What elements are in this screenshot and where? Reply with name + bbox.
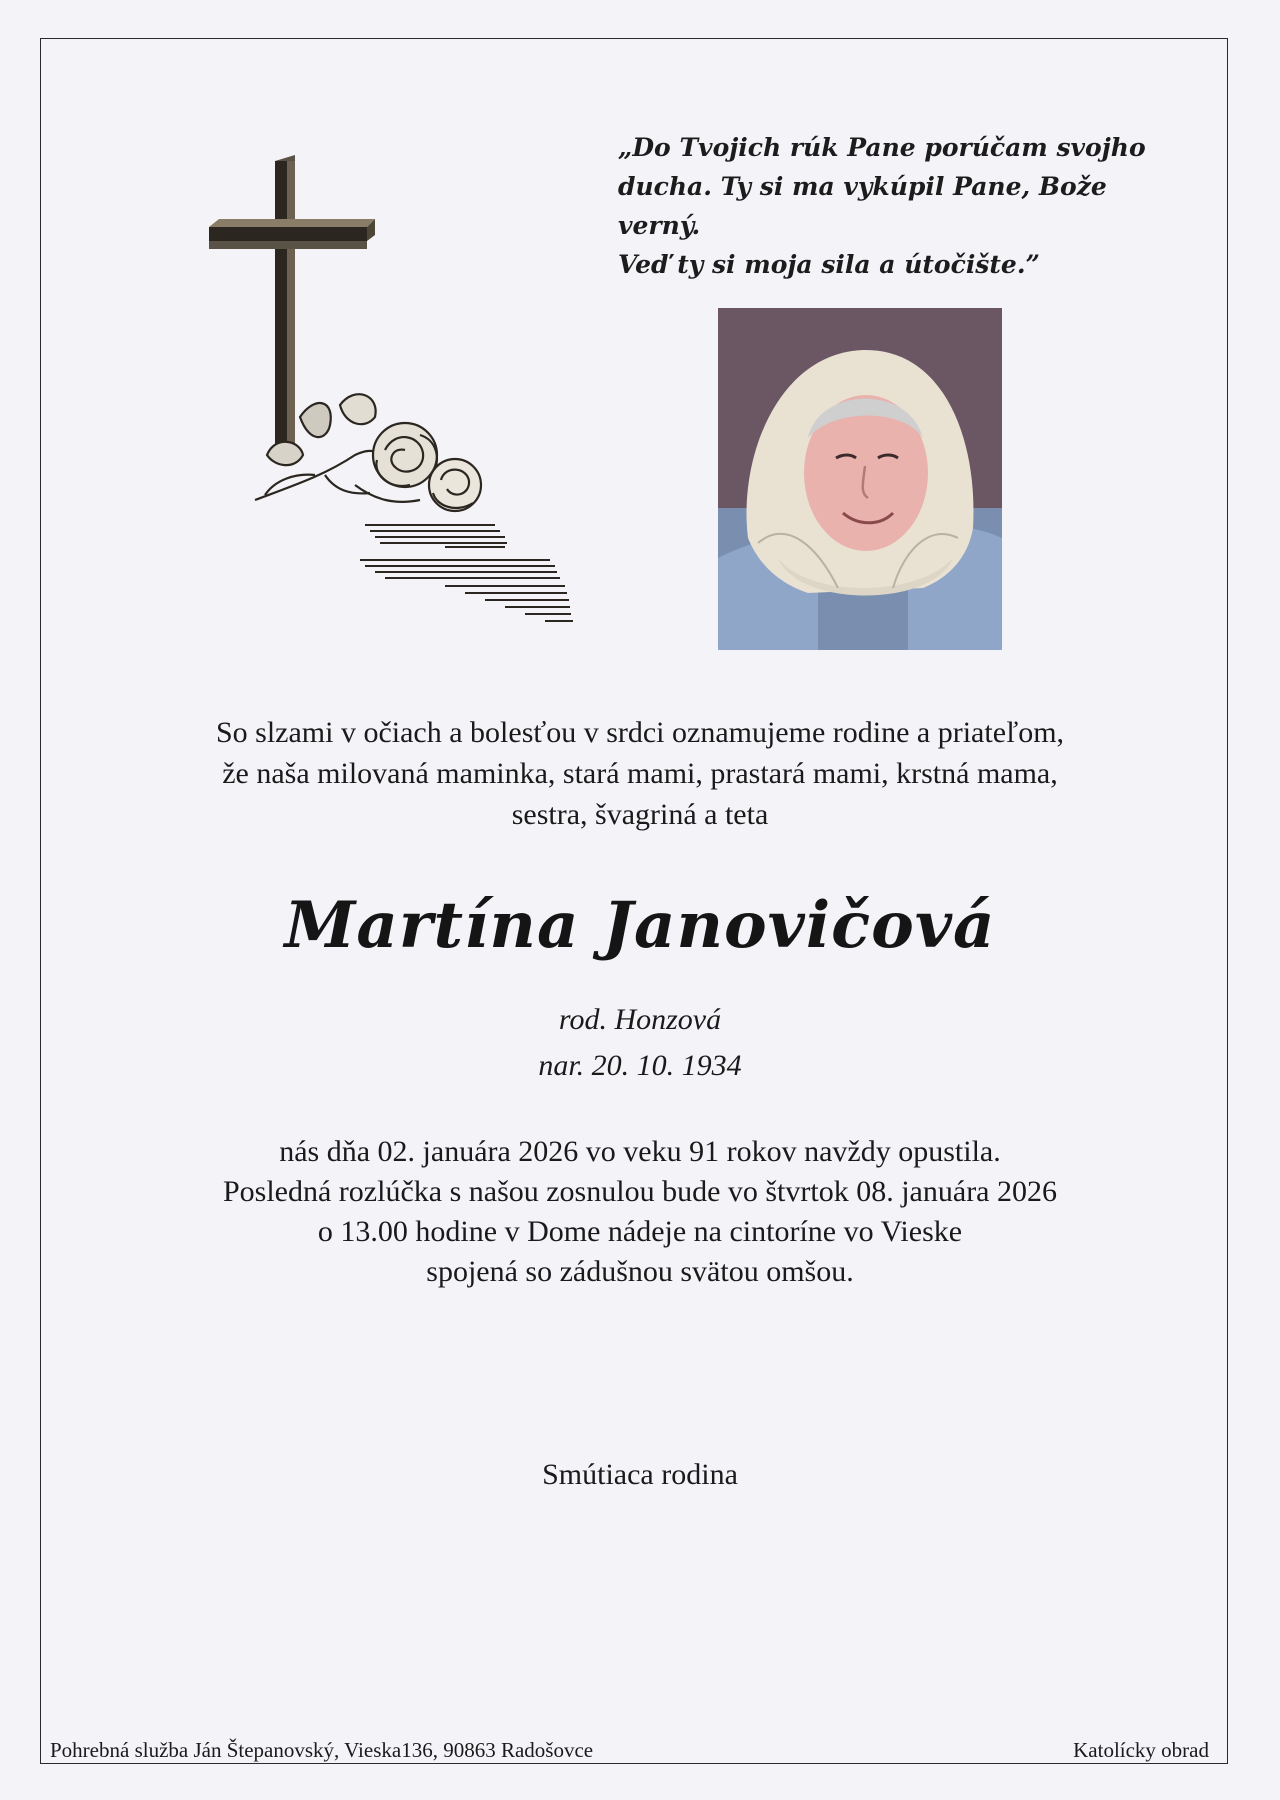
- rite-label: Katolícky obrad: [1073, 1738, 1209, 1762]
- portrait-photo: [718, 308, 1002, 650]
- maiden-name: rod. Honzová: [558, 1003, 722, 1036]
- scripture-quote: [618, 128, 1178, 284]
- announcement-line: sestra, švagriná a teta: [511, 798, 769, 831]
- funeral-details: [60, 1132, 1220, 1292]
- announcement-line: So slzami v očiach a bolesťou v srdci oznamujeme rodine a priateľom,: [215, 716, 1065, 749]
- quote-line: Veď ty si moja sila a útočište.”: [618, 250, 1040, 279]
- quote-line: ducha. Ty si ma vykúpil Pane, Bože verný.: [618, 172, 1107, 240]
- family-signature: Smútiaca rodina: [542, 1458, 738, 1491]
- birth-date: nar. 20. 10. 1934: [538, 1049, 742, 1082]
- cross-with-rose-icon: [205, 155, 575, 630]
- funeral-service-info: Pohrebná služba Ján Štepanovský, Vieska136, 90863 Radošovce: [50, 1738, 594, 1762]
- details-line: spojená so zádušnou svätou omšou.: [426, 1255, 854, 1288]
- portrait-image: [718, 308, 1002, 650]
- announcement-line: že naša milovaná maminka, stará mami, prastará mami, krstná mama,: [222, 757, 1058, 790]
- quote-line: „Do Tvojich rúk Pane porúčam svojho: [618, 133, 1146, 162]
- deceased-name: Martína Janovičová: [284, 888, 996, 963]
- details-line: Posledná rozlúčka s našou zosnulou bude vo štvrtok 08. januára 2026: [222, 1175, 1057, 1208]
- announcement-text: [60, 712, 1220, 835]
- details-line: o 13.00 hodine v Dome nádeje na cintoríne vo Vieske: [317, 1215, 963, 1248]
- details-line: nás dňa 02. januára 2026 vo veku 91 rokov navždy opustila.: [279, 1135, 1001, 1168]
- steps-icon: [360, 525, 573, 621]
